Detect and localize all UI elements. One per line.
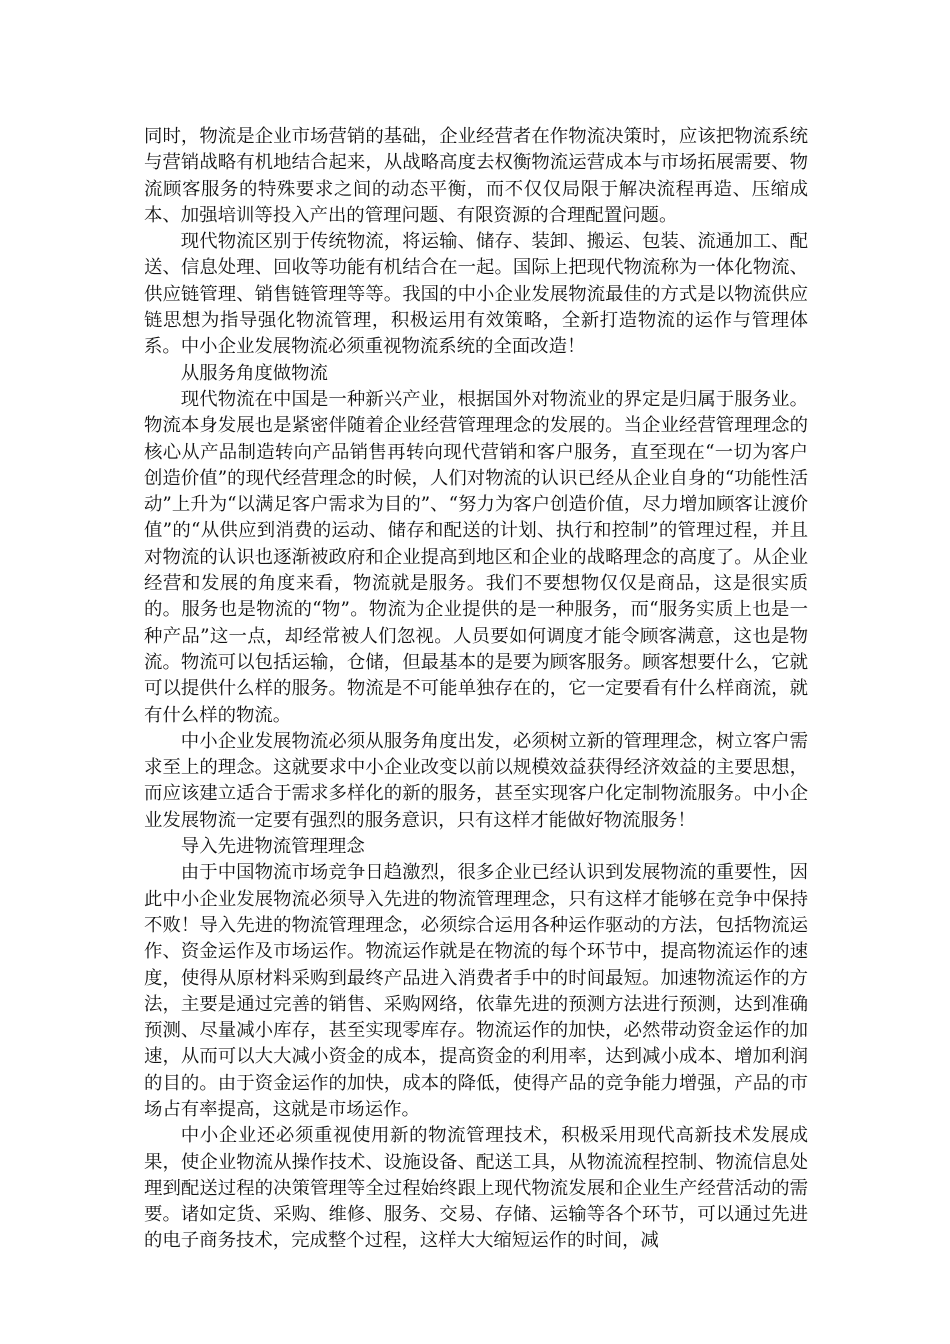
section-heading-service: 从服务角度做物流 [180, 362, 328, 384]
paragraph-advanced-concept: 由于中国物流市场竞争日趋激烈，很多企业已经认识到发展物流的重要性，因此中小企业发展物流必须导入先进的物流管理理念，只有这样才能够在竞争中保持不败！导入先进的物流管理理念，必须综合运用各种运作驱动的方法，包括物流运作、资金运作及市场运作。物流运作就是在物流的每个环节中，提高物流运作的速度，使得从原材料采购到最终产品进入消费者手中的时间最短。加速物流运作的方法，主要是通过完善的销售、采购网络，依靠先进的预测方法进行预测，达到准确预测、尽量减小库存，甚至实现零库存。物流运作的加快，必然带动资金运作的加速，从而可以大大减小资金的成本，提高资金的利用率，达到减小成本、增加利润的目的。由于资金运作的加快，成本的降低，使得产品的竞争能力增强，产品的市场占有率提高，这就是市场运作。 [144, 862, 808, 1120]
paragraph-modern-logistics: 现代物流区别于传统物流，将运输、储存、装卸、搬运、包装、流通加工、配送、信息处理、回收等功能有机结合在一起。国际上把现代物流称为一体化物流、供应链管理、销售链管理等等。我国的中小企业发展物流最佳的方式是以物流供应链思想为指导强化物流管理，积极运用有效策略，全新打造物流的运作与管理体系。中小企业发展物流必须重视物流系统的全面改造！ [144, 231, 808, 358]
section-heading-management-concept: 导入先进物流管理理念 [180, 836, 365, 858]
paragraph-new-technology: 中小企业还必须重视使用新的物流管理技术，积极采用现代高新技术发展成果，使企业物流从操作技术、设施设备、配送工具，从物流流程控制、物流信息处理到配送过程的决策管理等全过程始终跟上现代物流发展和企业生产经营活动的需要。诸如定货、采购、维修、服务、交易、存储、运输等各个环节，可以通过先进的电子商务技术，完成整个过程，这样大大缩短运作的时间，减 [144, 1125, 808, 1252]
document-page [144, 124, 808, 1255]
paragraph-service-perspective: 中小企业发展物流必须从服务角度出发，必须树立新的管理理念，树立客户需求至上的理念。这就要求中小企业改变以前以规模效益获得经济效益的主要思想，而应该建立适合于需求多样化的新的服务，甚至实现客户化定制物流服务。中小企业发展物流一定要有强烈的服务意识，只有这样才能做好物流服务！ [144, 730, 808, 831]
paragraph-marketing-foundation: 同时，物流是企业市场营销的基础，企业经营者在作物流决策时，应该把物流系统与营销战略有机地结合起来，从战略高度去权衡物流运营成本与市场拓展需要、物流顾客服务的特殊要求之间的动态平衡，而不仅仅局限于解决流程再造、压缩成本、加强培训等投入产出的管理问题、有限资源的合理配置问题。 [144, 126, 808, 226]
paragraph-service-industry: 现代物流在中国是一种新兴产业，根据国外对物流业的界定是归属于服务业。物流本身发展也是紧密伴随着企业经营管理理念的发展的。当企业经营管理理念的核心从产品制造转向产品销售再转向现代营销和客户服务，直至现在“一切为客户创造价值”的现代经营理念的时候，人们对物流的认识已经从企业自身的“功能性活动”上升为“以满足客户需求为目的”、“努力为客户创造价值，尽力增加顾客让渡价值”的“从供应到消费的运动、储存和配送的计划、执行和控制”的管理过程，并且对物流的认识也逐渐被政府和企业提高到地区和企业的战略理念的高度了。从企业经营和发展的角度来看，物流就是服务。我们不要想物仅仅是商品，这是很实质的。服务也是物流的“物”。物流为企业提供的是一种服务，而“服务实质上也是一种产品”这一点，却经常被人们忽视。人员要如何调度才能令顾客满意，这也是物流。物流可以包括运输，仓储，但最基本的是要为顾客服务。顾客想要什么，它就可以提供什么样的服务。物流是不可能单独存在的，它一定要看有什么样商流，就有什么样的物流。 [144, 388, 808, 726]
